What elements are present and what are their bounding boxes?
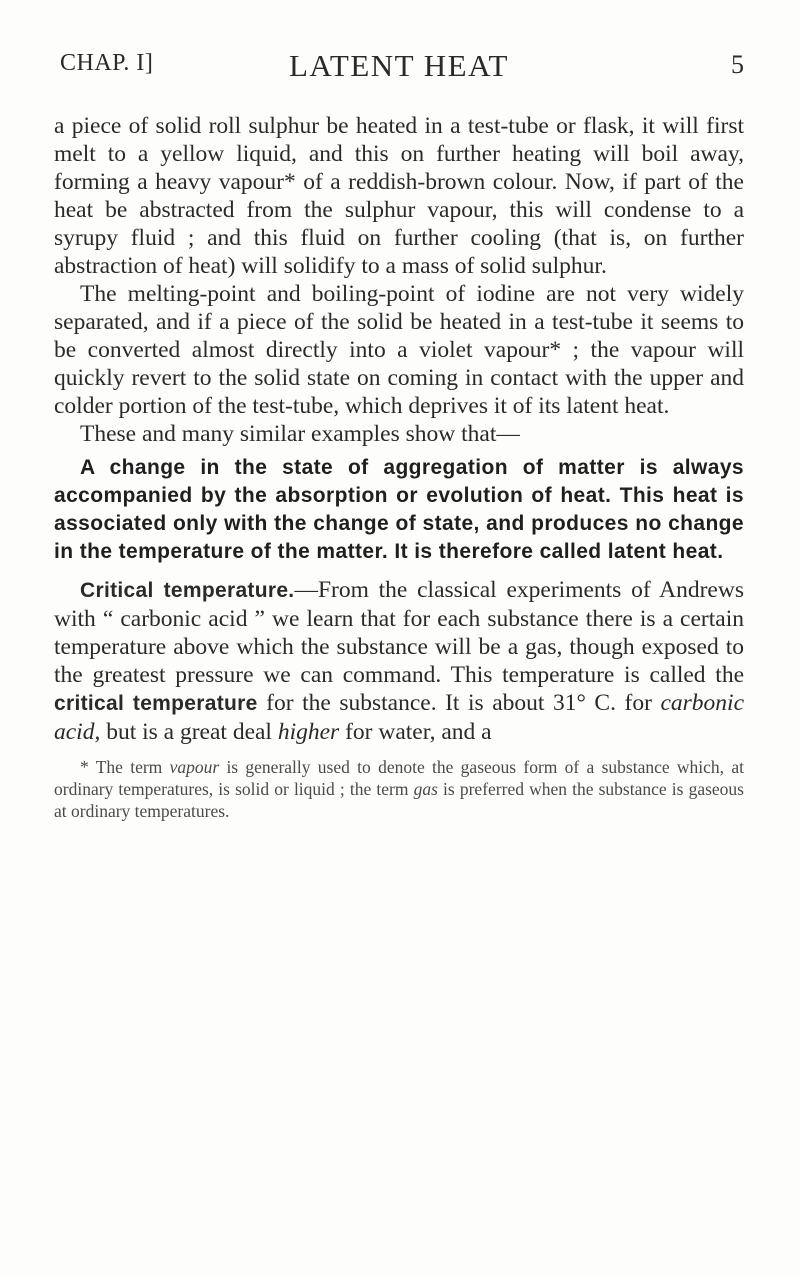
defined-term: critical temperature [54, 692, 258, 715]
book-page [54, 50, 744, 822]
page-title: LATENT HEAT [289, 48, 509, 83]
paragraph-examples: These and many similar examples show that— [80, 421, 520, 447]
paragraph-critical-temperature: Critical temperature.—From the classical experiments of Andrews with “ carbonic acid ” we learn that for each substance there is a certain temperature above which the substance will be a gas, though exposed to the greatest pressure we can command. This temperature is called the critical temperature for the substance. It is about 31° C. for carbonic acid, but is a great deal higher for water, and a [54, 577, 745, 745]
footnote: * The term vapour is generally used to denote the gaseous form of a substance which, at ordinary temperatures, is solid or liquid ; the term gas is preferred when the substance is gaseous at ordinary temperatures. [54, 757, 744, 821]
chapter-label: CHAP. I] [60, 50, 154, 76]
running-header [54, 50, 744, 90]
section-heading: Critical temperature. [80, 579, 295, 602]
page-number: 5 [731, 50, 744, 79]
paragraph-sulphur: a piece of solid roll sulphur be heated in a test-tube or flask, it will first melt to a yellow liquid, and this on further heating will boil away, forming a heavy vapour* of a reddish-brown colour. Now, if part of the heat be abstracted from the sulphur vapour, this will condense to a syrupy fluid ; and this fluid on further cooling (that is, on further abstraction of heat) will solidify to a mass of solid sulphur. [54, 113, 744, 279]
paragraph-iodine: The melting-point and boiling-point of iodine are not very widely separated, and if a piece of the solid be heated in a test-tube it seems to be converted almost directly into a violet vapour* ; the vapour will quickly revert to the solid state on coming in contact with the upper and colder portion of the test-tube, which deprives it of its latent heat. [54, 281, 744, 419]
latent-heat-statement: A change in the state of aggregation of matter is always accompanied by the absorption or evolution of heat. This heat is associated only with the change of state, and produces no change in the temperature of the matter. It is therefore called latent heat. [54, 456, 744, 563]
footnote-marker: * [80, 757, 89, 777]
